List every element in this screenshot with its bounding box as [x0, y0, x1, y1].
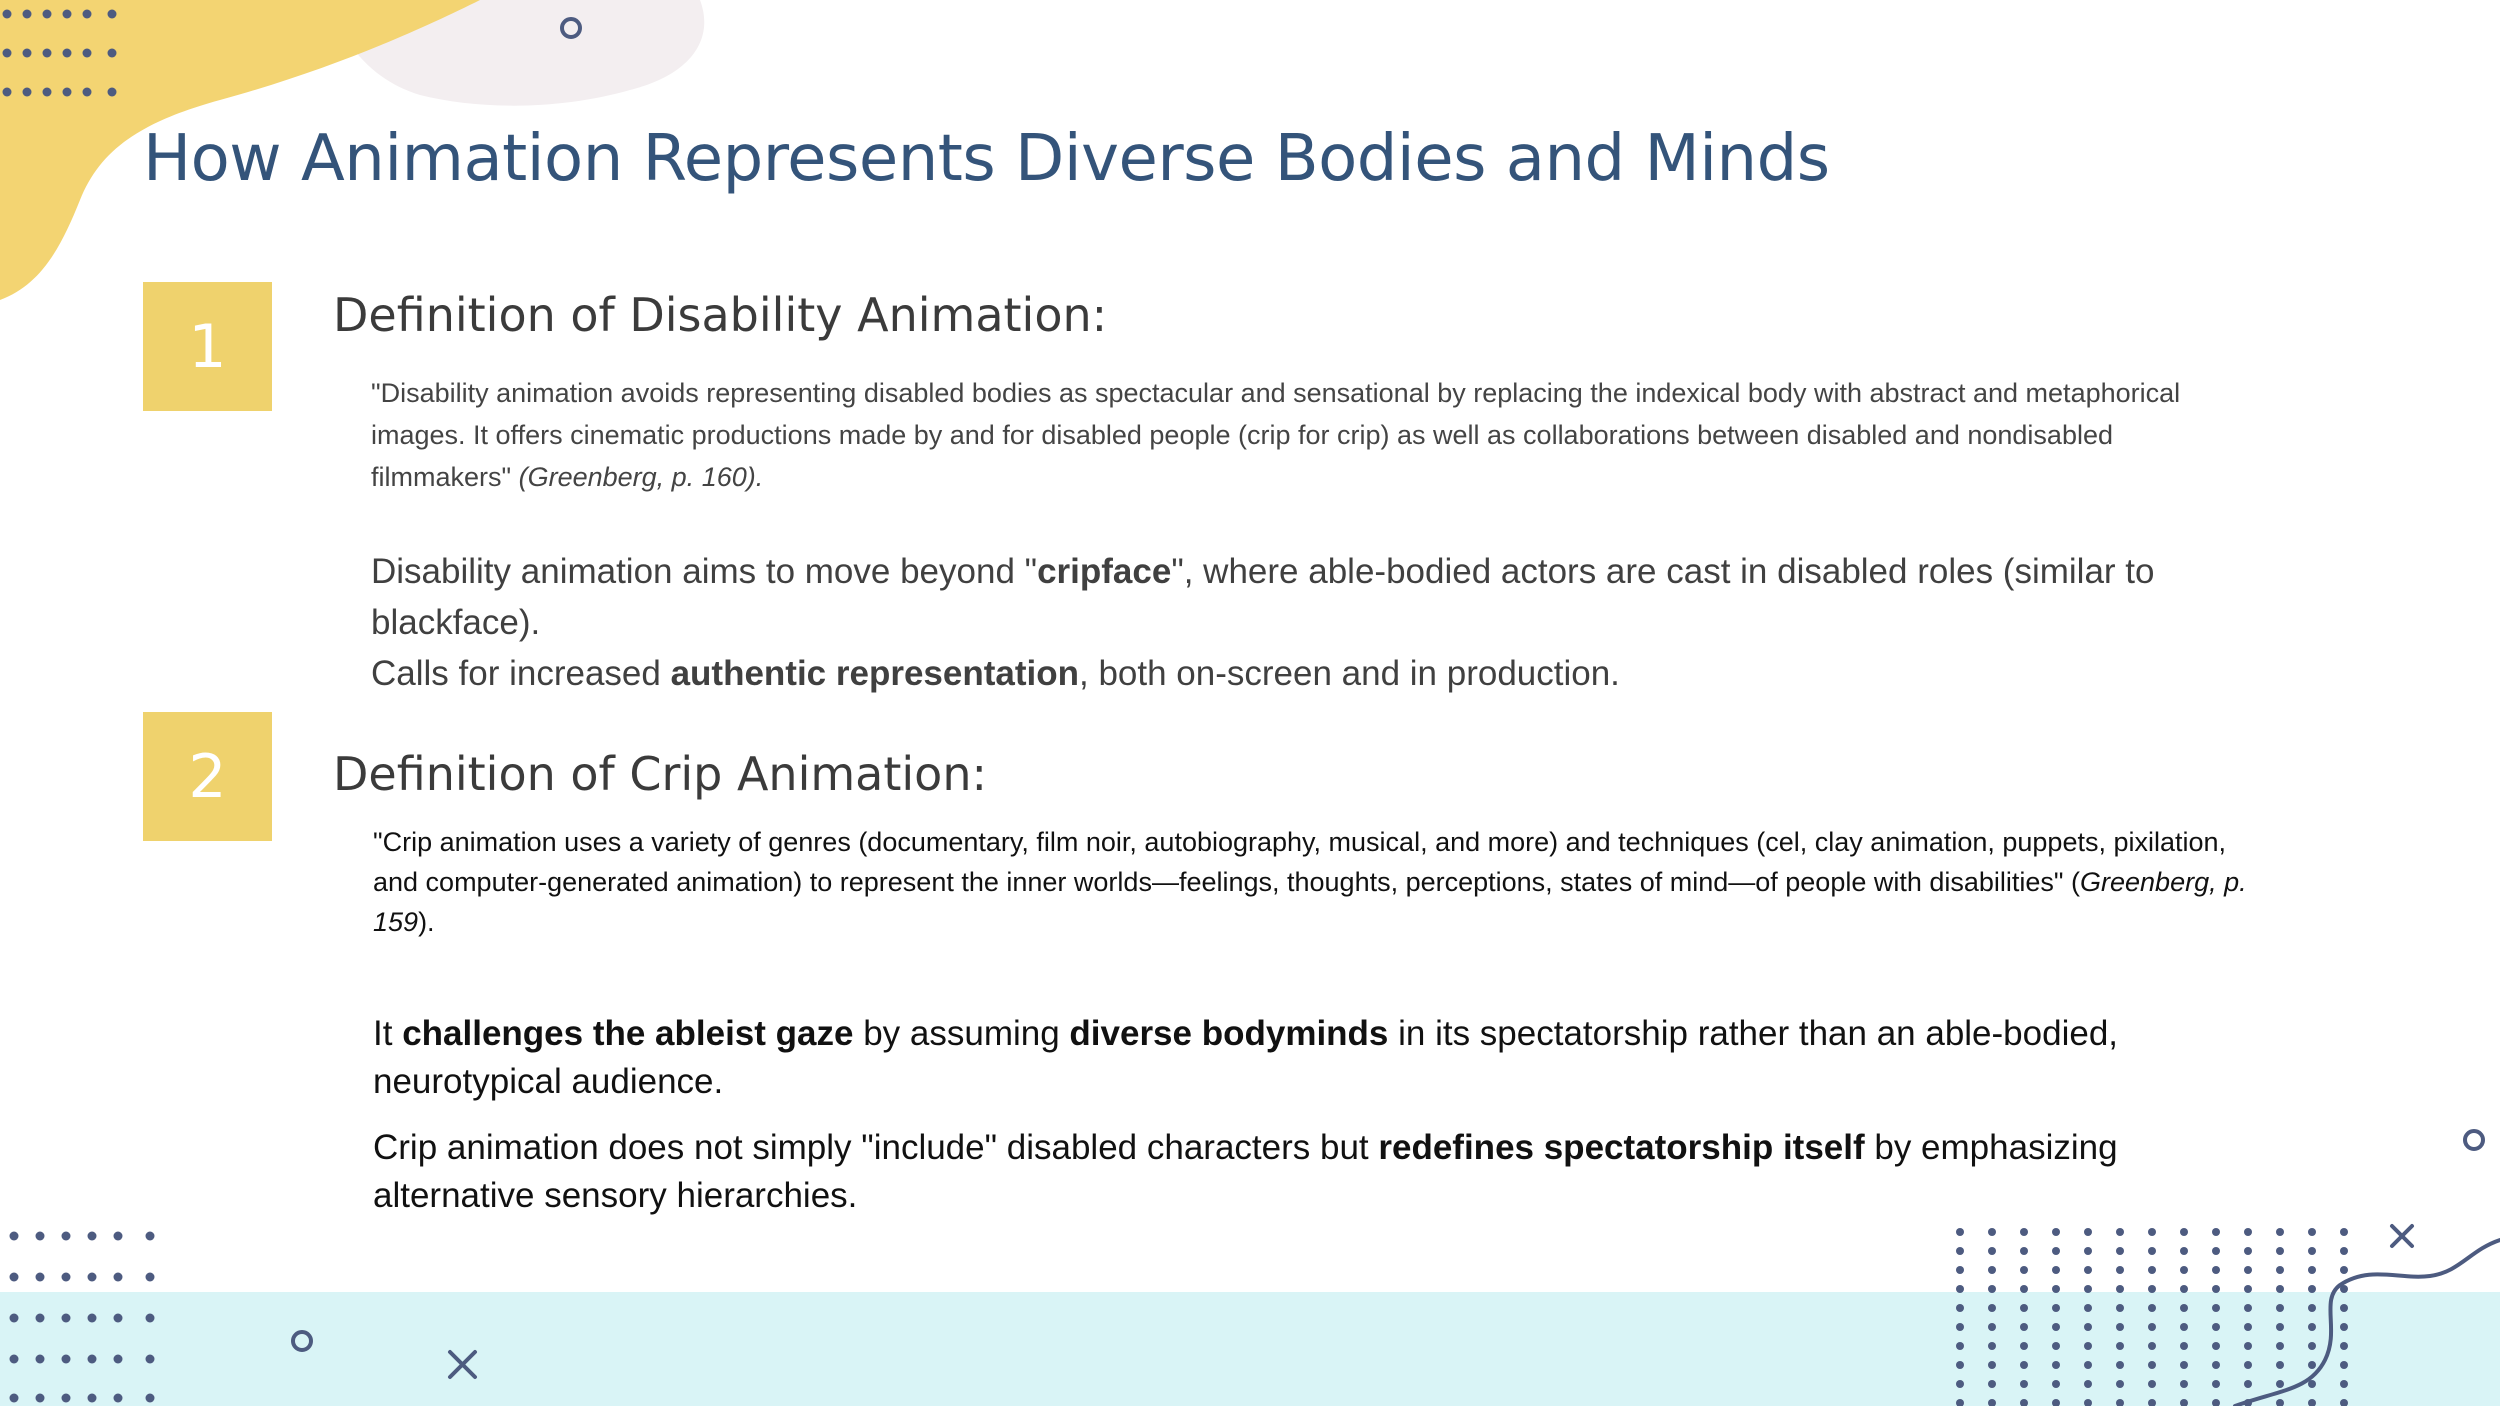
- section-number-badge: 1: [143, 282, 272, 411]
- body-text: Calls for increased: [371, 654, 671, 693]
- section-number-badge: 2: [143, 712, 272, 841]
- body-text: by emphasizing alternative sensory hierarchies.: [373, 1128, 2118, 1215]
- body-paragraph: [371, 546, 2221, 648]
- page-title: How Animation Represents Diverse Bodies and Minds: [143, 122, 1830, 196]
- quote-citation: (Greenberg, p. 160).: [518, 462, 764, 492]
- body-text: Disability animation aims to move beyond ": [371, 552, 1038, 591]
- body-text: ", where able-bodied actors are cast in disabled roles (similar to blackface).: [371, 552, 2155, 642]
- section-quote: [373, 822, 2263, 942]
- body-paragraph: [373, 1124, 2263, 1220]
- body-emphasis: redefines spectatorship itself: [1378, 1128, 1865, 1167]
- body-text: by assuming: [853, 1014, 1070, 1053]
- bottom-band: [0, 1292, 2500, 1406]
- quote-text: "Disability animation avoids representing disabled bodies as spectacular and sensational by replacing the indexical body with abstract and metaphorical images. It offers cinematic productions made by and for disabled people (crip for crip) as well as collaborations between disabled and nondisabled filmmakers": [371, 378, 2181, 492]
- section-quote: [371, 372, 2221, 498]
- body-text: Crip animation does not simply "include" disabled characters but: [373, 1128, 1379, 1167]
- body-text: in its spectatorship rather than an able-bodied, neurotypical audience.: [373, 1014, 2119, 1101]
- ring-right: [2465, 1131, 2483, 1149]
- body-paragraph: [373, 1010, 2263, 1106]
- body-text: , both on-screen and in production.: [1079, 654, 1620, 693]
- quote-end: ).: [418, 907, 435, 937]
- body-emphasis: authentic representation: [670, 654, 1079, 693]
- cross-bottom-right: [2392, 1226, 2412, 1246]
- quote-text: "Crip animation uses a variety of genres (documentary, film noir, autobiography, musical, and more) and techniques (cel, clay animation, puppets, pixilation, and computer-generated animation) to represent the inner worlds—feelings, thoughts, perceptions, states of mind—of people with disabilities" (: [373, 827, 2227, 897]
- body-paragraph: [371, 648, 2221, 699]
- section-heading: Definition of Crip Animation:: [333, 747, 987, 801]
- body-emphasis: challenges the ableist gaze: [402, 1014, 854, 1053]
- section-body: [371, 546, 2221, 699]
- body-emphasis: cripface: [1037, 552, 1172, 591]
- body-emphasis: diverse bodyminds: [1069, 1014, 1389, 1053]
- body-text: It: [373, 1014, 403, 1053]
- quote-citation: Greenberg, p. 159: [373, 867, 2247, 937]
- section-heading: Definition of Disability Animation:: [333, 288, 1108, 342]
